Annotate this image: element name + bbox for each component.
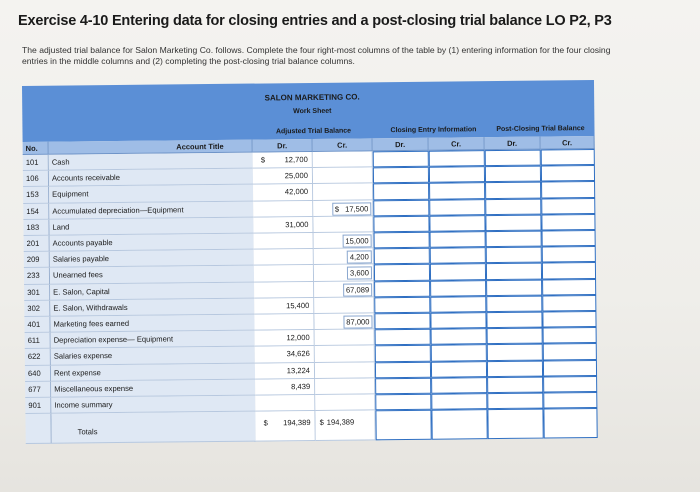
closing-dr-input[interactable] bbox=[374, 232, 430, 249]
atb-debit-amount: 25,000 bbox=[284, 171, 309, 181]
post-closing-dr-input[interactable] bbox=[487, 328, 543, 345]
atb-credit-amount-box bbox=[332, 202, 372, 215]
closing-dr-total-input[interactable] bbox=[375, 410, 431, 441]
atb-debit-cell bbox=[253, 168, 313, 185]
closing-dr-input[interactable] bbox=[374, 280, 430, 297]
atb-credit-cell bbox=[315, 362, 375, 379]
atb-credit-cell bbox=[314, 232, 374, 249]
account-number: 611 bbox=[25, 333, 51, 349]
atb-credit-amount-box bbox=[347, 251, 372, 264]
atb-debit-amount: 8,439 bbox=[291, 381, 311, 391]
account-title: E. Salon, Withdrawals bbox=[50, 298, 254, 316]
atb-debit-amount: 13,224 bbox=[286, 365, 311, 375]
account-title: Cash bbox=[49, 153, 253, 171]
post-closing-dr-input[interactable] bbox=[487, 393, 543, 410]
atb-credit-amount-box bbox=[342, 234, 371, 247]
account-title: Miscellaneous expense bbox=[51, 379, 255, 397]
account-title: Accounts receivable bbox=[49, 169, 253, 187]
atb-debit-cell bbox=[254, 282, 314, 299]
account-number: 153 bbox=[23, 187, 49, 203]
atb-debit-amount: 15,400 bbox=[286, 300, 310, 311]
account-number: 302 bbox=[24, 301, 50, 317]
atb-credit-cell bbox=[313, 168, 373, 185]
closing-dr-input[interactable] bbox=[375, 378, 431, 395]
group-adjusted-trial-balance: Adjusted Trial Balance bbox=[275, 127, 352, 136]
post-closing-cr-input[interactable] bbox=[542, 279, 596, 296]
account-number: 154 bbox=[23, 203, 49, 219]
col-header-atb-dr: Dr. bbox=[253, 139, 313, 153]
atb-credit-cell bbox=[313, 184, 373, 201]
totals-label: Totals bbox=[51, 412, 255, 444]
account-number: 640 bbox=[25, 365, 51, 381]
post-closing-cr-input[interactable] bbox=[542, 246, 596, 263]
post-closing-cr-input[interactable] bbox=[543, 360, 597, 377]
account-number: 622 bbox=[25, 349, 51, 365]
closing-cr-input[interactable] bbox=[429, 215, 485, 232]
closing-cr-input[interactable] bbox=[431, 328, 487, 345]
atb-credit-cell bbox=[314, 313, 374, 330]
atb-debit-cell bbox=[254, 314, 314, 331]
closing-dr-input[interactable] bbox=[373, 167, 429, 184]
account-number: 401 bbox=[24, 317, 50, 333]
atb-debit-cell bbox=[253, 152, 313, 169]
group-post-closing-trial-balance: Post-Closing Trial Balance bbox=[496, 125, 585, 134]
atb-debit-cell bbox=[253, 184, 313, 201]
post-closing-dr-input[interactable] bbox=[485, 182, 541, 199]
worksheet-table bbox=[22, 80, 598, 466]
atb-credit-cell bbox=[315, 378, 375, 395]
atb-credit-cell bbox=[314, 265, 374, 282]
col-header-closing-dr: Dr. bbox=[373, 138, 429, 152]
account-title: Land bbox=[49, 217, 253, 235]
atb-credit-cell bbox=[314, 249, 374, 266]
atb-debit-amount: 12,700 bbox=[284, 155, 308, 165]
closing-cr-input[interactable] bbox=[431, 377, 487, 394]
company-name: SALON MARKETING CO. bbox=[264, 92, 360, 103]
post-closing-cr-input[interactable] bbox=[541, 198, 595, 215]
account-title: E. Salon, Capital bbox=[50, 282, 254, 300]
closing-cr-input[interactable] bbox=[431, 345, 487, 362]
post-closing-dr-input[interactable] bbox=[486, 247, 542, 264]
post-closing-dr-input[interactable] bbox=[485, 214, 541, 231]
account-number: 201 bbox=[24, 236, 50, 252]
post-closing-cr-input[interactable] bbox=[541, 181, 595, 198]
atb-credit-cell bbox=[313, 151, 373, 168]
post-closing-dr-input[interactable] bbox=[487, 344, 543, 361]
post-closing-cr-total-input[interactable] bbox=[543, 408, 597, 439]
account-title: Depreciation expense— Equipment bbox=[51, 331, 255, 349]
post-closing-dr-input[interactable] bbox=[487, 376, 543, 393]
closing-dr-input[interactable] bbox=[373, 199, 429, 216]
atb-debit-cell bbox=[255, 330, 315, 347]
post-closing-dr-input[interactable] bbox=[485, 150, 541, 167]
atb-credit-amount-box bbox=[343, 283, 372, 296]
col-header-post-closing-cr: Cr. bbox=[541, 136, 595, 150]
atb-debit-amount: 31,000 bbox=[285, 219, 309, 230]
post-closing-cr-input[interactable] bbox=[541, 165, 595, 182]
closing-cr-input[interactable] bbox=[430, 280, 486, 297]
post-closing-dr-input[interactable] bbox=[485, 166, 541, 183]
totals-credit-amount: 194,389 bbox=[326, 417, 355, 428]
atb-debit-cell bbox=[254, 298, 314, 315]
post-closing-cr-input[interactable] bbox=[542, 311, 596, 328]
worksheet-subtitle: Work Sheet bbox=[293, 107, 332, 116]
col-header-account-title: Account Title bbox=[49, 140, 253, 155]
post-closing-cr-input[interactable] bbox=[541, 214, 595, 231]
account-title: Salaries expense bbox=[51, 347, 255, 365]
post-closing-dr-input[interactable] bbox=[486, 312, 542, 329]
account-number: 677 bbox=[25, 382, 51, 398]
atb-debit-cell bbox=[254, 265, 314, 282]
atb-debit-cell bbox=[254, 233, 314, 250]
post-closing-dr-input[interactable] bbox=[486, 231, 542, 248]
closing-dr-input[interactable] bbox=[374, 313, 430, 330]
atb-credit-amount: 87,000 bbox=[346, 317, 370, 327]
atb-credit-amount: 4,200 bbox=[349, 252, 369, 262]
atb-credit-cell bbox=[315, 394, 375, 411]
post-closing-dr-input[interactable] bbox=[486, 279, 542, 296]
col-header-closing-cr: Cr. bbox=[429, 137, 485, 151]
closing-cr-input[interactable] bbox=[430, 312, 486, 329]
closing-dr-input[interactable] bbox=[375, 394, 431, 411]
totals-debit-cell bbox=[255, 411, 315, 442]
exercise-title: Exercise 4-10 Entering data for closing entries and a post-closing trial balance LO P2, P3 bbox=[18, 13, 612, 29]
post-closing-dr-input[interactable] bbox=[485, 198, 541, 215]
atb-credit-amount: 67,089 bbox=[345, 284, 370, 295]
atb-credit-cell bbox=[315, 330, 375, 347]
account-title: Accounts payable bbox=[50, 234, 254, 252]
closing-dr-input[interactable] bbox=[373, 216, 429, 233]
closing-cr-input[interactable] bbox=[429, 166, 485, 183]
account-number: 183 bbox=[23, 220, 49, 236]
totals-credit-cell bbox=[315, 411, 375, 442]
totals-debit-amount: 194,389 bbox=[283, 418, 311, 428]
atb-credit-cell bbox=[315, 346, 375, 363]
post-closing-dr-input[interactable] bbox=[486, 263, 542, 280]
post-closing-cr-input[interactable] bbox=[542, 295, 596, 312]
post-closing-cr-input[interactable] bbox=[542, 230, 596, 247]
post-closing-dr-input[interactable] bbox=[487, 360, 543, 377]
atb-debit-cell bbox=[255, 346, 315, 363]
atb-credit-amount: 15,000 bbox=[345, 236, 369, 246]
closing-cr-input[interactable] bbox=[430, 296, 486, 313]
account-title: Income summary bbox=[51, 396, 255, 414]
atb-credit-amount: 17,500 bbox=[345, 203, 369, 214]
closing-dr-input[interactable] bbox=[375, 345, 431, 362]
closing-dr-input[interactable] bbox=[375, 361, 431, 378]
account-number: 301 bbox=[24, 284, 50, 300]
post-closing-cr-input[interactable] bbox=[543, 327, 597, 344]
dollar-sign: $ bbox=[263, 418, 268, 428]
col-header-atb-cr: Cr. bbox=[313, 138, 373, 152]
dollar-sign: $ bbox=[334, 204, 340, 214]
dollar-sign: $ bbox=[260, 155, 266, 165]
closing-cr-input[interactable] bbox=[429, 183, 485, 200]
totals-no-cell bbox=[25, 414, 51, 444]
post-closing-cr-input[interactable] bbox=[543, 343, 597, 360]
closing-dr-input[interactable] bbox=[375, 329, 431, 346]
account-number: 106 bbox=[23, 171, 49, 187]
closing-dr-input[interactable] bbox=[374, 248, 430, 265]
closing-dr-input[interactable] bbox=[374, 264, 430, 281]
account-title: Accumulated depreciation—Equipment bbox=[49, 201, 253, 219]
closing-cr-input[interactable] bbox=[430, 247, 486, 264]
closing-cr-input[interactable] bbox=[431, 393, 487, 410]
col-header-no: No. bbox=[23, 142, 49, 155]
closing-cr-input[interactable] bbox=[430, 264, 486, 281]
closing-dr-input[interactable] bbox=[373, 183, 429, 200]
atb-debit-cell bbox=[255, 363, 315, 380]
group-closing-entry-information: Closing Entry Information bbox=[390, 126, 477, 135]
account-title: Unearned fees bbox=[50, 266, 254, 284]
atb-debit-cell bbox=[253, 217, 313, 234]
atb-debit-amount: 12,000 bbox=[286, 333, 310, 343]
account-number: 901 bbox=[25, 398, 51, 414]
atb-credit-cell bbox=[314, 281, 374, 298]
atb-debit-cell bbox=[254, 249, 314, 266]
instructions-text: The adjusted trial balance for Salon Marketing Co. follows. Complete the four right-most columns of the table by (1) entering information for the four closing entries in the middle columns and (2) completing the post-closing trial balance columns. bbox=[22, 45, 611, 66]
atb-credit-cell bbox=[313, 200, 373, 217]
account-title: Marketing fees earned bbox=[50, 315, 254, 333]
account-title: Rent expense bbox=[51, 363, 255, 381]
dollar-sign: $ bbox=[319, 418, 324, 428]
atb-debit-cell bbox=[255, 379, 315, 396]
atb-credit-amount-box bbox=[347, 267, 372, 280]
atb-credit-cell bbox=[313, 216, 373, 233]
account-number: 101 bbox=[23, 155, 49, 171]
account-number: 233 bbox=[24, 268, 50, 284]
post-closing-dr-total-input[interactable] bbox=[487, 409, 543, 440]
account-title: Equipment bbox=[49, 185, 253, 203]
atb-credit-amount: 3,600 bbox=[349, 268, 370, 278]
account-number: 209 bbox=[24, 252, 50, 268]
atb-credit-cell bbox=[314, 297, 374, 314]
atb-debit-amount: 42,000 bbox=[284, 187, 309, 197]
post-closing-dr-input[interactable] bbox=[486, 295, 542, 312]
account-title: Salaries payable bbox=[50, 250, 254, 268]
closing-dr-input[interactable] bbox=[373, 151, 429, 168]
closing-cr-input[interactable] bbox=[431, 361, 487, 378]
post-closing-cr-input[interactable] bbox=[543, 376, 597, 393]
closing-cr-input[interactable] bbox=[430, 231, 486, 248]
closing-dr-input[interactable] bbox=[374, 297, 430, 314]
post-closing-cr-input[interactable] bbox=[542, 262, 596, 279]
atb-debit-amount: 34,626 bbox=[286, 349, 310, 359]
atb-debit-cell bbox=[255, 395, 315, 412]
post-closing-cr-input[interactable] bbox=[541, 149, 595, 166]
closing-cr-input[interactable] bbox=[429, 150, 485, 167]
col-header-post-closing-dr: Dr. bbox=[485, 137, 541, 151]
atb-debit-cell bbox=[253, 201, 313, 218]
closing-cr-input[interactable] bbox=[429, 199, 485, 216]
atb-credit-amount-box bbox=[343, 315, 372, 328]
closing-cr-total-input[interactable] bbox=[431, 409, 487, 440]
totals-row bbox=[25, 408, 597, 444]
post-closing-cr-input[interactable] bbox=[543, 392, 597, 409]
